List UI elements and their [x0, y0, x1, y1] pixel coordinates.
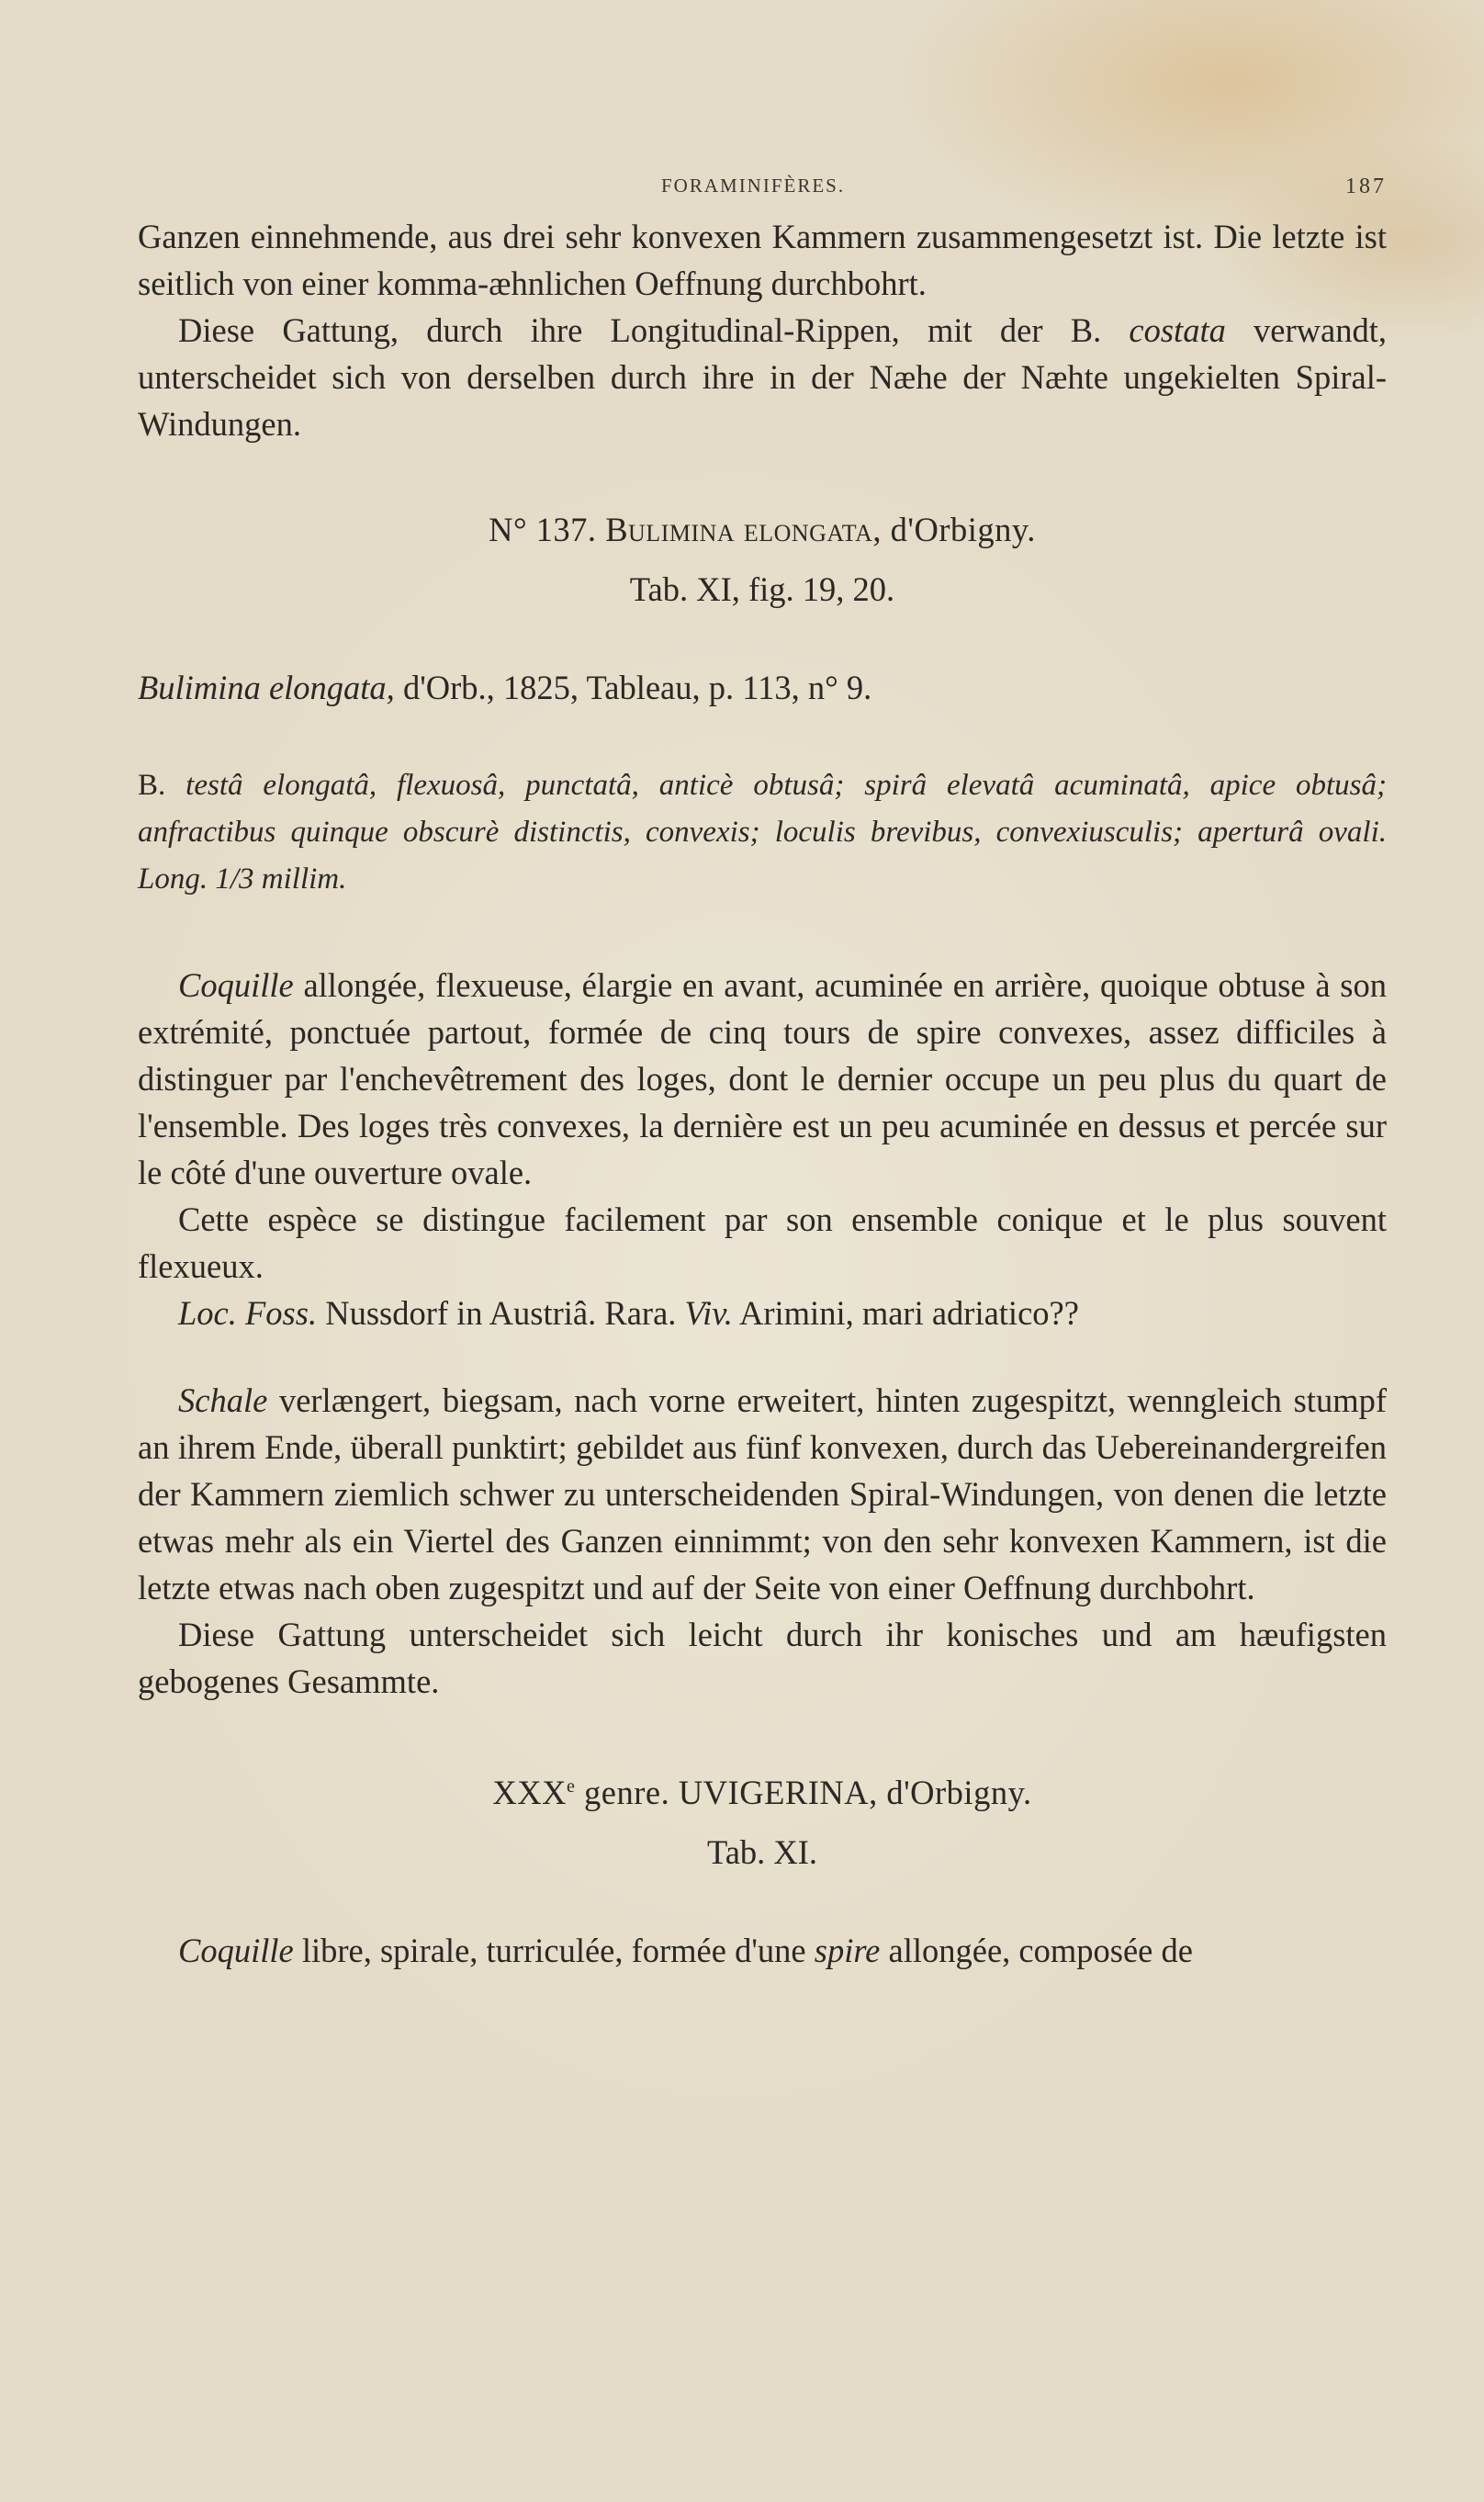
text-run: allongée, composée de — [880, 1932, 1193, 1970]
term-coquille: Coquille — [178, 1932, 294, 1970]
term-coquille: Coquille — [178, 966, 294, 1004]
page-body — [138, 213, 1387, 1974]
species-name: elongata — [735, 511, 873, 548]
species-heading — [138, 506, 1387, 553]
genus-ordinal-suffix: e — [567, 1776, 576, 1797]
text-run: verwandt, unterscheidet sich von derselben durch ihre in der Næhe der Næhte ungekielten Spiral-Windungen. — [138, 311, 1387, 443]
running-title: FORAMINIFÈRES. — [661, 175, 846, 197]
genus-plate-reference — [138, 1829, 1387, 1876]
text-run: Ganzen einnehmende, aus drei sehr konvexen Kammern zusammengesetzt ist. Die letzte ist seitlich von einer komma-æhnlichen Oeffnung durchbohrt. — [138, 218, 1387, 302]
german-remark-paragraph — [138, 1611, 1387, 1705]
page-number: 187 — [1345, 175, 1387, 198]
french-description-paragraph — [138, 962, 1387, 1196]
french-remark-paragraph — [138, 1196, 1387, 1290]
genus-description-start — [138, 1927, 1387, 1974]
plate-reference-text: Tab. XI, fig. 19, 20. — [629, 570, 895, 608]
plate-reference-text: Tab. XI. — [706, 1833, 818, 1872]
species-number: N° 137. — [489, 511, 606, 548]
locality-line — [138, 1290, 1387, 1336]
text-run: Arimini, mari adriatico?? — [732, 1294, 1079, 1332]
synonym-name: Bulimina elongata, — [138, 669, 395, 706]
latin-diagnosis — [138, 762, 1387, 903]
text-run: Cette espèce se distingue facilement par son ensemble conique et le plus souvent flexueux. — [138, 1200, 1387, 1285]
locality-fossil-label: Loc. Foss. — [178, 1294, 318, 1332]
text-run: Diese Gattung, durch ihre Longitudinal-Rippen, mit der B. — [178, 311, 1130, 349]
diagnosis-text: testâ elongatâ, flexuosâ, punctatâ, anticè obtusâ; spirâ elevatâ acuminatâ, apice obtusâ; anfractibus quinque obscurè distinctis, convexis; loculis brevibus, convexiusculis; aperturâ ovali. Long. 1/3 millim. — [138, 769, 1387, 896]
species-plate-reference — [138, 566, 1387, 613]
species-epithet: costata — [1129, 311, 1226, 349]
text-run: allongée, flexueuse, élargie en avant, acuminée en arrière, quoique obtuse à son extrémité, ponctuée partout, formée de cinq tours de spire convexes, assez difficiles à distinguer par l'enchevêtrement des loges, dont le dernier occupe un peu plus du quart de l'ensemble. Des loges très convexes, la dernière est un peu acuminée en dessus et percée sur le côté d'une ouverture ovale. — [138, 966, 1387, 1191]
german-genus-note-paragraph — [138, 307, 1387, 447]
synonymy-line — [138, 664, 1387, 711]
text-run: libre, spirale, turriculée, formée d'une — [293, 1932, 815, 1970]
text-run: verlængert, biegsam, nach vorne erweitert, hinten zugespitzt, wenngleich stumpf an ihrem Ende, überall punktirt; gebildet aus fünf konvexen, durch das Uebereinandergreifen der Kammern ziemlich schwer zu unterscheidenden Spiral-Windungen, von denen die letzte etwas mehr als ein Viertel des Ganzen einnimmt; von den sehr konvexen Kammern, ist die letzte etwas nach oben zugespitzt und auf der Seite von einer Oeffnung durchbohrt. — [138, 1381, 1387, 1606]
species-author: , d'Orbigny. — [872, 511, 1036, 548]
term-schale: Schale — [178, 1381, 268, 1419]
locality-living-label: Viv. — [684, 1294, 733, 1332]
german-continuation-paragraph — [138, 213, 1387, 307]
genus-number: XXX — [492, 1774, 567, 1812]
text-run: Diese Gattung unterscheidet sich leicht durch ihr konisches und am hæufigsten gebogenes Gesammte. — [138, 1616, 1387, 1700]
synonym-citation: d'Orb., 1825, Tableau, p. 113, n° 9. — [394, 669, 872, 706]
text-run: Nussdorf in Austriâ. Rara. — [317, 1294, 685, 1332]
diagnosis-genus-abbrev: B. — [138, 769, 186, 802]
species-genus: Bulimina — [605, 511, 736, 548]
term-spire: spire — [814, 1932, 881, 1970]
german-description-paragraph — [138, 1377, 1387, 1611]
genus-heading — [138, 1764, 1387, 1816]
page-header — [138, 175, 1387, 211]
genus-label: genre. UVIGERINA, d'Orbigny. — [575, 1774, 1032, 1812]
